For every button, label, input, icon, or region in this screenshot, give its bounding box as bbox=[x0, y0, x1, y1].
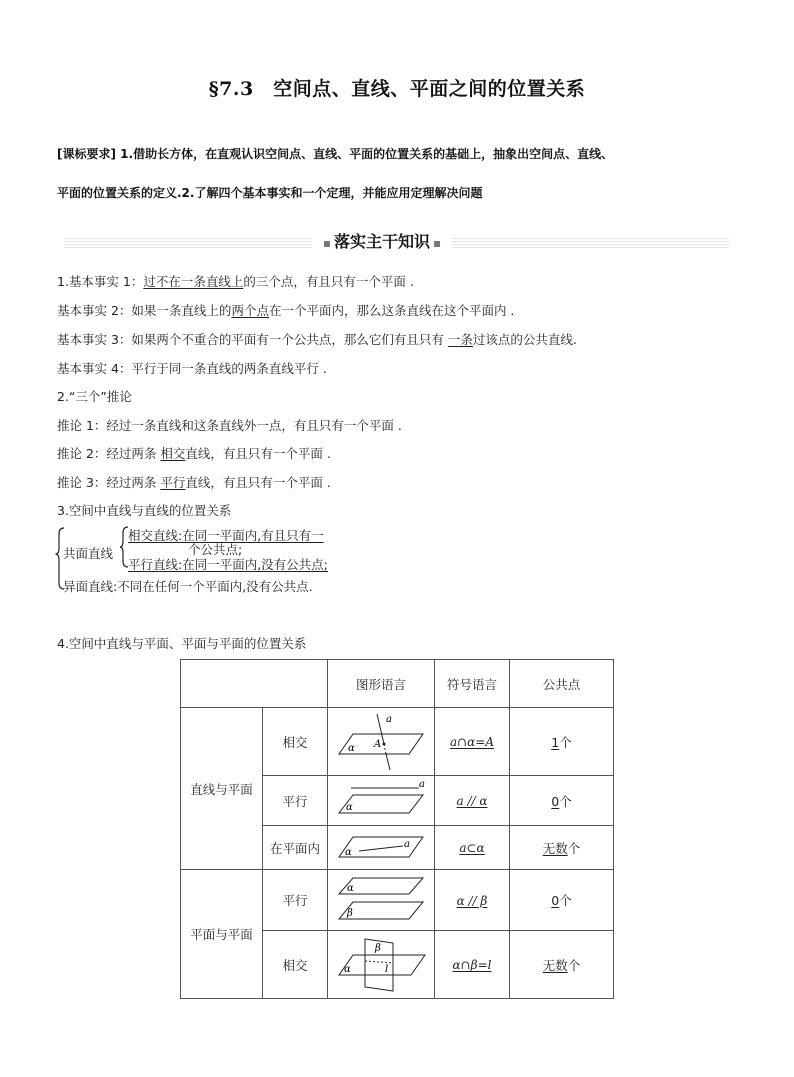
fact-3-pre: 基本事实 3：如果两个不重合的平面有一个公共点，那么它们有且只有 bbox=[57, 332, 448, 347]
fact-1 bbox=[57, 272, 414, 290]
count-unit: 个 bbox=[567, 957, 581, 973]
fact-2 bbox=[57, 301, 514, 319]
count-unit: 个 bbox=[559, 893, 572, 908]
count-cell bbox=[510, 826, 614, 870]
inference-2 bbox=[57, 444, 331, 462]
intersect-lines: 相交直线:在同一平面内,有且只有一 bbox=[128, 528, 324, 543]
dot-icon: ▪ bbox=[322, 236, 331, 250]
table-row bbox=[181, 708, 614, 776]
fact-1-pre: 1.基本事实 1： bbox=[57, 274, 144, 289]
fig-label-beta: β bbox=[375, 942, 381, 954]
sub-label: 平行 bbox=[263, 776, 328, 826]
requirement-text-1: 1.借助长方体，在直观认识空间点、直线、平面的位置关系的基础上，抽象出空间点、直线、 bbox=[120, 147, 614, 161]
count-number: 无数 bbox=[542, 840, 568, 856]
coplanar-label: 共面直线 bbox=[63, 546, 114, 561]
fig-label-a: a bbox=[404, 838, 410, 850]
figure-line-intersects-plane bbox=[328, 708, 435, 776]
symbol: α // β bbox=[456, 893, 488, 908]
table-row bbox=[181, 870, 614, 931]
count-number: 0 bbox=[551, 793, 560, 809]
sub-label: 相交 bbox=[263, 708, 328, 776]
sub-label: 相交 bbox=[263, 931, 328, 999]
count-number: 1 bbox=[551, 734, 560, 750]
fact-2-post: 在一个平面内，那么这条直线在这个平面内 . bbox=[268, 303, 515, 318]
section-heading-text: 落实主干知识 bbox=[333, 232, 431, 251]
fig-label-alpha: α bbox=[345, 846, 352, 858]
count-number: 0 bbox=[551, 893, 560, 908]
inference-3-post: 直线，有且只有一个平面 . bbox=[185, 475, 331, 490]
symbol-cell bbox=[435, 826, 510, 870]
fact-4: 基本事实 4：平行于同一条直线的两条直线平行 . bbox=[57, 361, 327, 376]
section-heading-bar bbox=[64, 232, 729, 252]
symbol-cell bbox=[435, 776, 510, 826]
count-cell bbox=[510, 870, 614, 931]
fact-1-post: 的三个点，有且只有一个平面 . bbox=[243, 274, 414, 289]
fact-3-answer: 一条 bbox=[447, 332, 473, 347]
figure-plane-intersects-plane bbox=[328, 931, 435, 999]
fact-3 bbox=[57, 330, 577, 348]
table-header: 图形语言 bbox=[328, 660, 435, 708]
inference-heading: 2.“三个”推论 bbox=[57, 389, 132, 404]
fact-2-answer: 两个点 bbox=[231, 303, 269, 318]
count-cell bbox=[510, 776, 614, 826]
fig-label-A: A bbox=[374, 738, 382, 750]
inference-1: 推论 1：经过一条直线和这条直线外一点，有且只有一个平面 . bbox=[57, 418, 402, 433]
fact-3-post: 过该点的公共直线. bbox=[472, 332, 577, 347]
fig-label-l: l bbox=[385, 963, 389, 975]
sub-label: 平行 bbox=[263, 870, 328, 931]
inference-3-answer: 平行 bbox=[160, 475, 186, 490]
requirement-tag: [课标要求] bbox=[57, 147, 116, 161]
count-unit: 个 bbox=[559, 734, 572, 750]
skew-lines: 异面直线:不同在任何一个平面内,没有公共点. bbox=[63, 579, 313, 594]
group-plane-plane: 平面与平面 bbox=[181, 870, 263, 999]
table-header-row bbox=[181, 660, 614, 708]
figure-line-parallel-plane bbox=[328, 776, 435, 826]
symbol: a∩α=A bbox=[449, 735, 495, 749]
fig-label-alpha: α bbox=[344, 963, 351, 975]
symbol-cell bbox=[435, 931, 510, 999]
count-unit: 个 bbox=[567, 840, 581, 856]
symbol-cell bbox=[435, 708, 510, 776]
fact-1-answer: 过不在一条直线上 bbox=[143, 274, 244, 289]
symbol: a // α bbox=[456, 794, 488, 808]
inference-2-answer: 相交 bbox=[160, 446, 186, 461]
fact-2-pre: 基本事实 2：如果一条直线上的 bbox=[57, 303, 232, 318]
table-header: 公共点 bbox=[510, 660, 614, 708]
requirement-line-1 bbox=[57, 145, 747, 162]
intersect-lines-cont: 个公共点; bbox=[188, 542, 243, 557]
inference-3-pre: 推论 3：经过两条 bbox=[57, 475, 161, 490]
symbol: α∩β=l bbox=[452, 958, 492, 972]
requirement-line-2: 平面的位置关系的定义.2.了解四个基本事实和一个定理，并能应用定理解决问题 bbox=[57, 186, 483, 200]
fig-label-a: a bbox=[419, 778, 425, 790]
fig-label-alpha: α bbox=[347, 883, 354, 894]
symbol-cell bbox=[435, 870, 510, 931]
lines-relation-heading: 3.空间中直线与直线的位置关系 bbox=[57, 503, 232, 518]
symbol: a⊂α bbox=[459, 841, 485, 855]
count-number: 无数 bbox=[542, 957, 568, 973]
inference-2-post: 直线，有且只有一个平面 . bbox=[185, 446, 331, 461]
section-heading bbox=[312, 229, 452, 252]
table-heading: 4.空间中直线与平面、平面与平面的位置关系 bbox=[57, 636, 307, 651]
table-corner-cell bbox=[181, 660, 328, 708]
inference-2-pre: 推论 2：经过两条 bbox=[57, 446, 161, 461]
figure-line-in-plane bbox=[328, 826, 435, 870]
fig-label-alpha: α bbox=[346, 801, 353, 813]
fig-label-alpha: α bbox=[348, 742, 355, 754]
page-title: §7.3 空间点、直线、平面之间的位置关系 bbox=[208, 78, 586, 100]
parallel-lines: 平行直线:在同一平面内,没有公共点; bbox=[128, 557, 328, 572]
count-cell bbox=[510, 708, 614, 776]
count-cell bbox=[510, 931, 614, 999]
dot-icon: ▪ bbox=[433, 236, 442, 250]
group-line-plane: 直线与平面 bbox=[181, 708, 263, 870]
fig-label-a: a bbox=[386, 713, 392, 725]
fig-label-beta: β bbox=[347, 908, 353, 919]
sub-label: 在平面内 bbox=[263, 826, 328, 870]
table-header: 符号语言 bbox=[435, 660, 510, 708]
inference-3 bbox=[57, 473, 331, 491]
relation-table bbox=[180, 659, 614, 999]
lines-relation-diagram bbox=[55, 525, 375, 595]
count-unit: 个 bbox=[559, 793, 572, 809]
figure-plane-parallel-plane bbox=[328, 870, 435, 931]
